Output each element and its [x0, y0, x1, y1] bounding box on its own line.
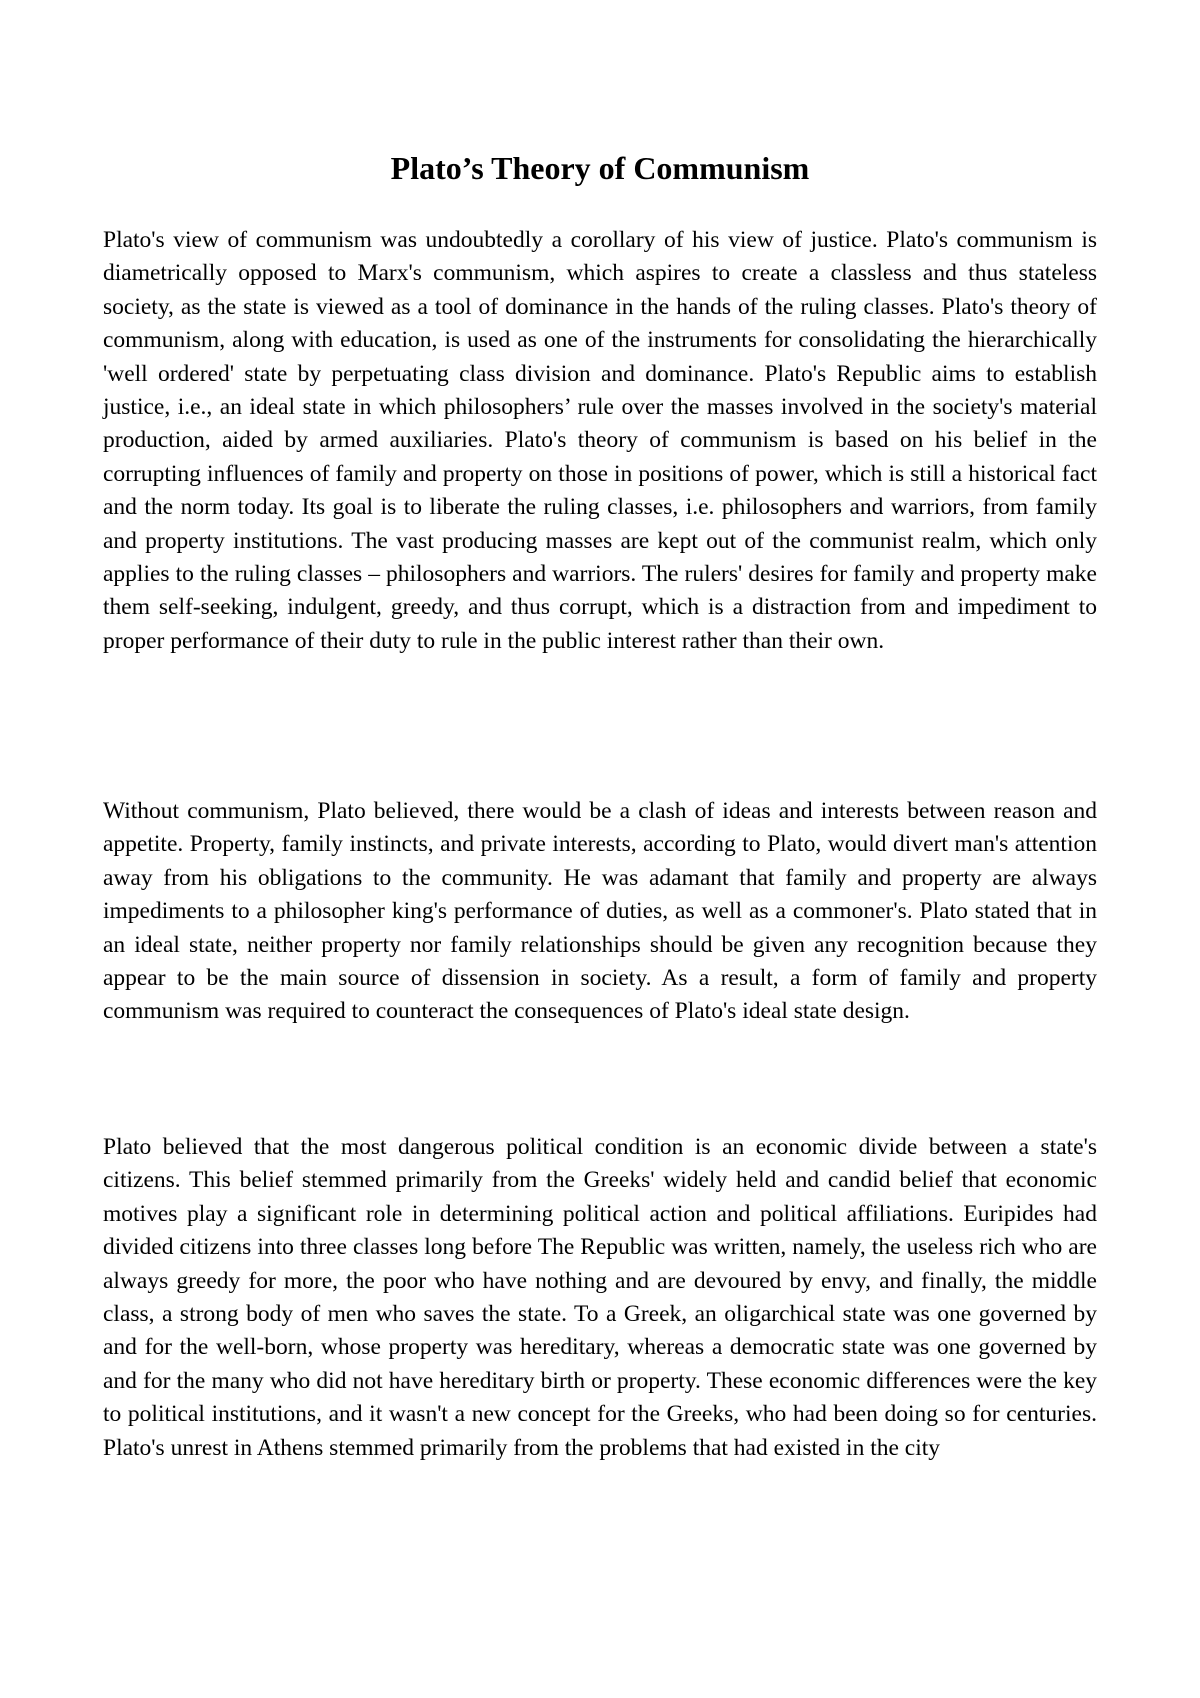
document-title: Plato’s Theory of Communism — [390, 150, 810, 186]
paragraph-1: Plato's view of communism was undoubtedly a corollary of his view of justice. Plato's communism is diametrically opposed to Marx's communism, which aspires to create a classless and thus stateless society, as the state is viewed as a tool of dominance in the hands of the ruling classes. Plato's theory of communism, along with education, is used as one of the instruments for consolidating the hierarchically 'well ordered' state by perpetuating class division and dominance. Plato's Republic aims to establish justice, i.e., an ideal state in which philosophers’ rule over the masses involved in the society's material production, aided by armed auxiliaries. Plato's theory of communism is based on his belief in the corrupting influences of family and property on those in positions of power, which is still a historical fact and the norm today. Its goal is to liberate the ruling classes, i.e. philosophers and warriors, from family and property institutions. The vast producing masses are kept out of the communist realm, which only applies to the ruling classes – philosophers and warriors. The rulers' desires for family and property make them self-seeking, indulgent, greedy, and thus corrupt, which is a distraction from and impediment to proper performance of their duty to rule in the public interest rather than their own. — [103, 227, 1097, 654]
paragraph-3: Plato believed that the most dangerous political condition is an economic divide between a state's citizens. This belief stemmed primarily from the Greeks' widely held and candid belief that economic motives play a significant role in determining political action and political affiliations. Euripides had divided citizens into three classes long before The Republic was written, namely, the useless rich who are always greedy for more, the poor who have nothing and are devoured by envy, and finally, the middle class, a strong body of men who saves the state. To a Greek, an oligarchical state was one governed by and for the well-born, whose property was hereditary, whereas a democratic state was one governed by and for the many who did not have hereditary birth or property. These economic differences were the key to political institutions, and it wasn't a new concept for the Greeks, who had been doing so for centuries. Plato's unrest in Athens stemmed primarily from the problems that had existed in the city — [103, 1134, 1097, 1461]
paragraph-2: Without communism, Plato believed, there would be a clash of ideas and interests between reason and appetite. Property, family instincts, and private interests, according to Plato, would divert man's attention away from his obligations to the community. He was adamant that family and property are always impediments to a philosopher king's performance of duties, as well as a commoner's. Plato stated that in an ideal state, neither property nor family relationships should be given any recognition because they appear to be the main source of dissension in society. As a result, a form of family and property communism was required to counteract the consequences of Plato's ideal state design. — [103, 798, 1097, 1025]
